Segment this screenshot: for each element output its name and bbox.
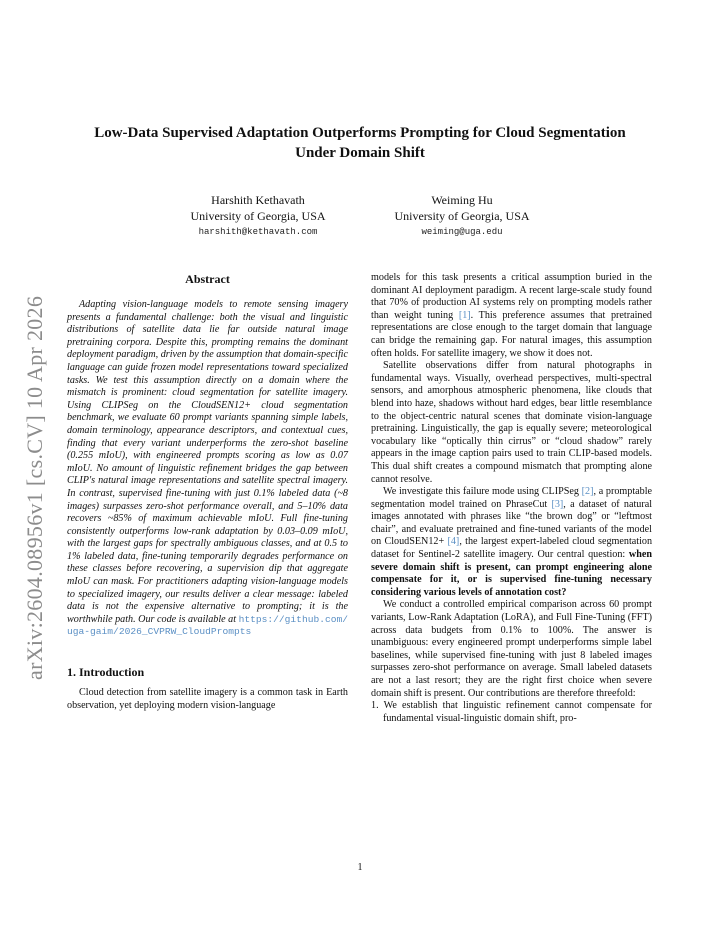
central-question: when severe domain shift is present, can prompt engineering alone compensate for it, or is supervised fine-tuning necessary considering various levels of annotation cost? — [371, 549, 652, 598]
code-link[interactable]: https://github.com/uga-gaim/2026_CVPRW_CloudPrompts — [67, 613, 348, 638]
intro-paragraph-3 — [371, 486, 652, 599]
text-run: . This preference assumes that pretrained representations are close enough to the target domain that language can bridge the remaining gap. For natural images, this assumption often holds. For satellite imagery, we show it does not. — [371, 309, 652, 359]
text-run: , a promptable segmentation model trained on PhraseCut — [371, 486, 652, 510]
text-run: , the largest expert-labeled cloud segmentation dataset for Sentinel-2 satellite imagery. Our central question: — [371, 536, 653, 561]
author-name: Weiming Hu — [431, 193, 493, 207]
intro-paragraph-2: Satellite observations differ from natural photographs in fundamental ways. Visually, overhead perspectives, multi-spectral sensors, and amorphous atmospheric phenomena, like clouds that blend into haze, shadows without hard edges, bear little resemblance to the object-centric natural scenes that dominate vision-language pretraining. Linguistically, the gap is equally severe; meteorological vocabulary like “optically thin cirrus” or “cloud shadow” rarely appears in the image caption pairs used to train CLIP-based models. This dual shift creates a compound mismatch that prompting alone cannot resolve. — [371, 360, 652, 485]
author-email[interactable]: harshith@kethavath.com — [198, 227, 318, 237]
author-affiliation: University of Georgia, USA — [394, 209, 530, 223]
left-column — [67, 272, 348, 712]
author-affiliation: University of Georgia, USA — [190, 209, 326, 223]
arxiv-stamp-text: arXiv:2604.08956v1 [cs.CV] 10 Apr 2026 — [22, 295, 47, 680]
contribution-item: 1. We establish that linguistic refinement cannot compensate for fundamental visual-linguistic domain shift, pro- — [371, 700, 652, 724]
right-column — [371, 272, 652, 725]
citation-link[interactable]: [3] — [551, 498, 564, 510]
abstract-body — [67, 299, 348, 639]
author-name: Harshith Kethavath — [211, 193, 305, 207]
page-number: 1 — [357, 862, 363, 873]
text-run: , a dataset of natural images annotated with phrases like “the brown dog” or “leftmost chair”, and evaluate pretrained and fine-tuned variants of the model on CloudSEN12+ — [371, 498, 653, 548]
text-run: models for this task presents a critical assumption buried in the dominant AI deployment paradigm. A recent large-scale study found that 70% of production AI systems rely on prompting models rather than weight tuning — [371, 272, 652, 321]
abstract-text: Adapting vision-language models to remote sensing imagery presents a fundamental challenge: both the visual and linguistic distributions of satellite data lie far outside natural image pretraining corpora. Despite this, prompting remains the dominant deployment paradigm, driven by the assumption that domain-specific language can guide frozen model representations toward specialized tasks. We test this assumption directly on a domain where the mismatch is prominent: cloud segmentation for satellite imagery. Using CLIPSeg on the CloudSEN12+ cloud segmentation benchmark, we evaluate 60 prompt variants spanning simple labels, domain terminology, appearance descriptors, and contextual cues, finding that every variant underperforms the zero-shot baseline (0.255 mIoU), with engineered prompts scoring as low as 0.07 mIoU. No amount of linguistic refinement bridges the gap between CLIP's natural image representations and satellite spectral imagery. In contrast, supervised fine-tuning with just 0.1% labeled data (~8 images) surpasses zero-shot performance overall, and 5–10% data recovers ~85% of maximum achievable mIoU. Full fine-tuning consistently outperforms low-rank adaptation by 0.03–0.09 mIoU, with the largest gaps for spectrally ambiguous classes, and at 0.5 to 1% labeled data, fine-tuning temporarily degrades performance on these classes before recovering, a supervision dip that aggregate mIoU can mask. For practitioners adapting vision-language models to specialized imagery, our results deliver a clear message: labeled data is not the expensive alternative to prompting; it is the worthwhile path. Our code is available at — [67, 299, 348, 625]
author-2 — [372, 192, 552, 240]
arxiv-stamp — [22, 260, 52, 680]
intro-paragraph-1-cont — [371, 272, 652, 360]
author-1 — [168, 192, 348, 240]
citation-link[interactable]: [2] — [581, 486, 594, 498]
author-email[interactable]: weiming@uga.edu — [421, 227, 503, 237]
intro-paragraph-1: Cloud detection from satellite imagery is a common task in Earth observation, yet deploying modern vision-language — [67, 687, 348, 711]
intro-paragraph-4: We conduct a controlled empirical comparison across 60 prompt variants, Low-Rank Adaptation (LoRA), and Full Fine-Tuning (FFT) across data budgets from 0.1% to 100%. The answer is unambiguous: every engineered prompt underperforms simple label baselines, while supervised fine-tuning with just 8 labeled images surpasses zero-shot performance on average. Small labeled datasets are not a last resort; they are the right first choice when severe domain shift is present. Our contributions are therefore threefold: — [371, 599, 652, 699]
citation-link[interactable]: [4] — [447, 536, 460, 548]
abstract-heading: Abstract — [185, 272, 230, 286]
intro-heading: 1. Introduction — [67, 665, 145, 680]
paper-title: Low-Data Supervised Adaptation Outperforms Prompting for Cloud Segmentation Under Domain Shift — [94, 125, 626, 161]
citation-link[interactable]: [1] — [458, 309, 471, 321]
text-run: We investigate this failure mode using CLIPSeg — [383, 486, 582, 498]
